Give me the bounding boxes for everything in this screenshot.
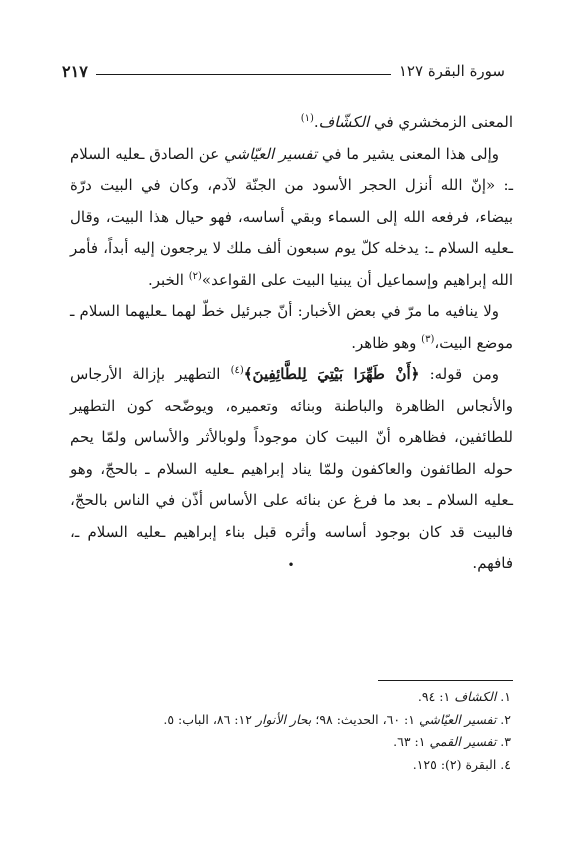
header-rule xyxy=(96,74,391,75)
footnote-ref-4[interactable]: (٤) xyxy=(230,365,244,376)
text-run: ومن قوله: xyxy=(419,365,499,383)
text-run: ولا ينافيه ما مرّ في بعض الأخبار: أنّ جبرئيل خطّ لهما ـعليهما السلام ـ موضع البيت، xyxy=(70,302,513,352)
footnote-ref-2[interactable]: (٢) xyxy=(188,270,202,282)
footnotes xyxy=(70,686,511,776)
page-number: ٢١٧ xyxy=(62,61,88,81)
footnote-2 xyxy=(70,709,511,732)
footnote-number: ٤. xyxy=(496,756,511,772)
text-run: وهو ظاهر. xyxy=(351,333,422,352)
text-run: . xyxy=(313,113,319,131)
text-run: الخبر. xyxy=(147,270,189,289)
footnote-4 xyxy=(70,754,511,777)
paragraph-3 xyxy=(70,296,513,359)
surah-title: سورة البقرة ١٢٧ xyxy=(398,62,505,80)
running-header xyxy=(62,60,505,82)
text-run: وإلى هذا المعنى يشير ما في xyxy=(317,144,499,163)
footnote-source: تفسير القمي xyxy=(429,734,497,749)
footnote-text: ١: ٩٤. xyxy=(417,689,455,704)
section-end-mark: • xyxy=(287,558,295,572)
footnote-rule xyxy=(378,680,513,681)
footnote-text: ١: ٦٠، الحديث: ٩٨؛ xyxy=(311,711,419,727)
quran-verse: ﴿أَنْ طَهِّرَا بَيْتِيَ لِلطَّائِفِينَ﴾ xyxy=(243,365,420,383)
footnote-number: ٣. xyxy=(496,734,511,749)
paragraph-2 xyxy=(70,139,513,297)
footnote-text: ١٢: ٨٦، الباب: ٥. xyxy=(163,711,256,727)
footnote-number: ٢. xyxy=(496,711,511,727)
footnote-ref-1[interactable]: (١) xyxy=(300,113,314,124)
text-run: المعنى الزمخشري في xyxy=(369,113,513,131)
footnote-3 xyxy=(70,731,511,754)
footnote-text: ١: ٦٣. xyxy=(393,734,430,749)
text-run: عن الصادق ـعليه السلام ـ: «إنّ الله أنزل الحجر الأسود من الجنّة لآدم، وكان في البيت درّة بيضاء، فرفعه الله إلى السماء وبقي أساسه، فهو حيال هذا البيت، وقال ـعليه السلام ـ: يدخله كلّ يوم سبعون ألف ملك لا يرجعون إليه أبداً، فأمر الله إبراهيم وإسماعيل أن يبنيا البيت على القواعد» xyxy=(70,144,513,289)
book-title: الكشّاف xyxy=(318,113,370,131)
footnote-source: بحار الأنوار xyxy=(255,711,312,727)
footnote-text: البقرة (٢): ١٢٥. xyxy=(412,756,497,772)
footnote-ref-3[interactable]: (٣) xyxy=(421,333,435,345)
footnote-number: ١. xyxy=(496,689,511,704)
main-text xyxy=(70,107,513,580)
footnote-source: تفسير العيّاشي xyxy=(418,711,497,727)
text-run: التطهير بإزالة الأرجاس والأنجاس الظاهرة والباطنة وبنائه وتعميره، ويوضّحه كون التطهير للطائفين، فظاهره أنّ البيت كان موجوداً ولوبالأثر والأساس ولمّا يحم حوله الطائفون والعاكفون ولمّا يناد إبراهيم ـعليه السلام ـ بالحجّ، وهو ـعليه السلام ـ بعد ما فرغ عن بنائه على الأساس أذّن في الناس بالحجّ، فالبيت قد كان بوجود أساسه وأثره قبل بناء إبراهيم ـعليه السلام ـ، فافهم. xyxy=(70,365,513,572)
paragraph-1 xyxy=(70,107,513,139)
footnote-source: الكشاف xyxy=(454,689,497,704)
paragraph-4 xyxy=(70,359,513,580)
footnote-1 xyxy=(70,686,511,709)
book-title: تفسير العيّاشي xyxy=(224,144,317,163)
